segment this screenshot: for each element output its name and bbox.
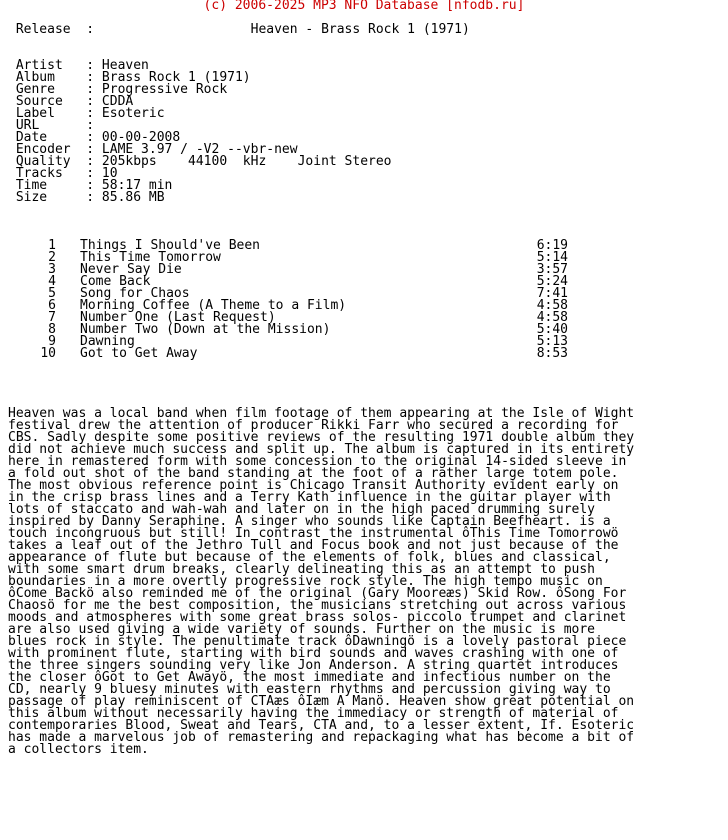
track-time: 3:57 [536,262,568,277]
review-line: touch incongruous but still! In contrast the instrumental ôThis Time Tomorrowö [8,526,619,541]
track-title: This Time Tomorrow [80,250,221,265]
track-title: Come Back [80,274,151,289]
review-line: boundaries in a more overtly progressive rock style. The high tempo music on [8,574,603,589]
track-number: 8 [48,322,56,337]
review-line: did not achieve much success and split up. The album is captured in its entirety [8,442,635,457]
tracklist [8,240,720,360]
info-quality: Quality : 205kbps 44100 kHz Joint Stereo [8,154,392,169]
track-title: Number One (Last Request) [80,310,276,325]
spacer [8,360,720,372]
review-line: moods and atmospheres with some great brass solos- piccolo trumpet and clarinet [8,610,627,625]
review-line: the three singers sounding very like Jon Anderson. A string quartet introduces [8,658,619,673]
track-title: Number Two (Down at the Mission) [80,322,331,337]
spacer [8,372,720,384]
track-title: Things I Should've Been [80,238,261,253]
track-time: 6:19 [536,238,568,253]
review-line: a fold out shot of the band standing at the foot of a rather large totem pole. [8,466,619,481]
info-date: Date : 00-00-2008 [8,130,181,145]
nfo-document [8,0,720,756]
site-header: (c) 2006-2025 MP3 NFO Database [nfodb.ru] [203,0,525,13]
review-line: CD, nearly 9 bluesy minutes with eastern rhythms and percussion giving way to [8,682,611,697]
review-line: with some smart drum breaks, clearly delineating this as an attempt to push [8,562,595,577]
info-album: Album : Brass Rock 1 (1971) [8,70,251,85]
track-number: 6 [48,298,56,313]
track-row [8,348,720,360]
review-line: inspired by Danny Seraphine. A singer who sounds like Captain Beefheart. is a [8,514,611,529]
review-line: contemporaries Blood, Sweat and Tears, CTA and, to a lesser extent, If. Esoteric [8,718,635,733]
track-title: Never Say Die [80,262,182,277]
info-block [8,60,720,204]
track-number: 7 [48,310,56,325]
track-number: 4 [48,274,56,289]
track-number: 10 [40,346,56,361]
review-line: takes a leaf out of the Jethro Tull and Focus book and not just because of the [8,538,619,553]
track-title: Morning Coffee (A Theme to a Film) [80,298,347,313]
info-time: Time : 58:17 min [8,178,173,193]
review-line: are also used giving a wide variety of sounds. Further on the music is more [8,622,595,637]
info-url: URL : [8,118,95,133]
review-line: passage of play reminiscent of CTAæs ôIæm A Manö. Heaven show great potential on [8,694,635,709]
track-time: 7:41 [536,286,568,301]
track-title: Song for Chaos [80,286,190,301]
review-line: the closer ôGot to Get Awayö, the most immediate and infectious number on the [8,670,611,685]
track-number: 5 [48,286,56,301]
track-title: Got to Get Away [80,346,198,361]
track-title: Dawning [80,334,135,349]
spacer [8,36,720,48]
info-source: Source : CDDA [8,94,134,109]
review-line: Chaosö for me the best composition, the musicians stretching out across various [8,598,627,613]
track-number: 1 [48,238,56,253]
track-number: 9 [48,334,56,349]
track-number: 2 [48,250,56,265]
release-line: Release : Heaven - Brass Rock 1 (1971) [8,22,470,37]
review-line: here in remastered form with some concession to the original 14-sided sleeve in [8,454,627,469]
review-line: in the crisp brass lines and a Terry Kath influence in the guitar player with [8,490,611,505]
review-text [8,408,720,756]
review-line: appearance of flute but because of the elements of folk, blues and classical, [8,550,611,565]
track-time: 5:40 [536,322,568,337]
track-number: 3 [48,262,56,277]
track-time: 5:24 [536,274,568,289]
review-line: has made a marvelous job of remastering and repackaging what has become a bit of [8,730,635,745]
review-line: ôCome Backö also reminded me of the original (Gary Mooreæs) Skid Row. ôSong For [8,586,627,601]
track-time: 4:58 [536,298,568,313]
review-line: Heaven was a local band when film footage of them appearing at the Isle of Wight [8,406,635,421]
track-time: 5:13 [536,334,568,349]
info-tracks: Tracks : 10 [8,166,118,181]
spacer [8,204,720,216]
track-time: 5:14 [536,250,568,265]
track-time: 8:53 [536,346,568,361]
spacer [8,384,720,396]
info-encoder: Encoder : LAME 3.97 / -V2 --vbr-new [8,142,298,157]
review-line: CBS. Sadly despite some positive reviews of the resulting 1971 double album they [8,430,635,445]
info-label: Label : Esoteric [8,106,165,121]
info-genre: Genre : Progressive Rock [8,82,228,97]
review-line: The most obvious reference point is Chicago Transit Authority evident early on [8,478,619,493]
review-line: blues rock in style. The penultimate track ôDawningö is a lovely pastoral piece [8,634,627,649]
info-artist: Artist : Heaven [8,58,149,73]
review-line: this album without necessarily having the immediacy or strength of material of [8,706,619,721]
track-time: 4:58 [536,310,568,325]
review-line: with prominent flute, starting with bird sounds and waves crashing with one of [8,646,619,661]
review-line: festival drew the attention of producer Rikki Farr who secured a recording for [8,418,619,433]
review-line: a collectors item. [8,742,149,757]
info-size: Size : 85.86 MB [8,190,165,205]
spacer [8,216,720,228]
review-line: lots of staccato and wah-wah and later on in the high paced drumming surely [8,502,595,517]
